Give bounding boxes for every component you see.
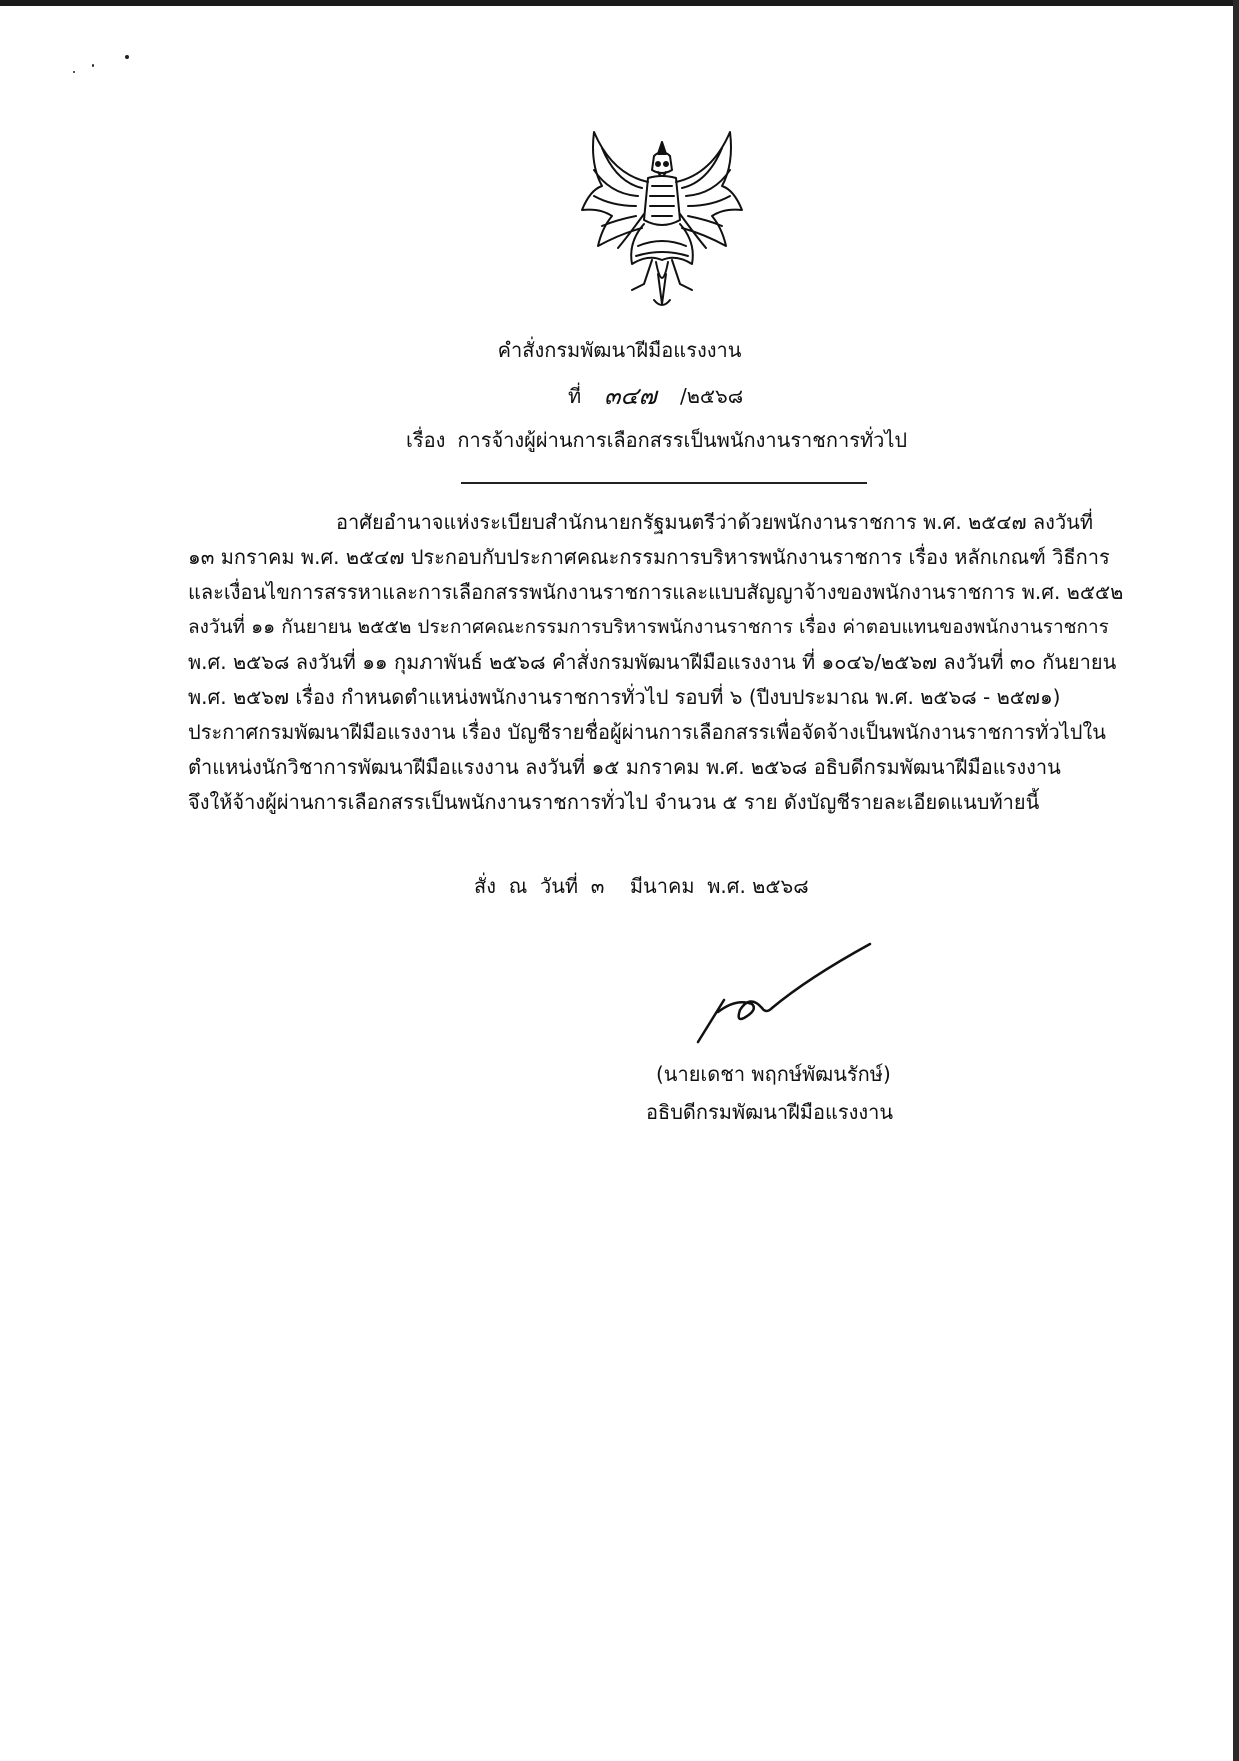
body-line: ประกาศกรมพัฒนาฝีมือแรงงาน เรื่อง บัญชีรายชื่อผู้ผ่านการเลือกสรรเพื่อจัดจ้างเป็นพนักงานราชการทั่วไปใน [188, 720, 1106, 744]
body-line: พ.ศ. ๒๕๖๗ เรื่อง กำหนดตำแหน่งพนักงานราชการทั่วไป รอบที่ ๖ (ปีงบประมาณ พ.ศ. ๒๕๖๘ - ๒๕๗๑) [188, 685, 1061, 709]
scan-speck [92, 64, 94, 67]
body-line: และเงื่อนไขการสรรหาและการเลือกสรรพนักงานราชการและแบบสัญญาจ้างของพนักงานราชการ พ.ศ. ๒๕๕๒ [188, 580, 1124, 604]
scan-top-edge [0, 0, 1239, 6]
order-date: สั่ง ณ วันที่ ๓ มีนาคม พ.ศ. ๒๕๖๘ [474, 874, 809, 898]
subject-label: เรื่อง [406, 428, 446, 452]
divider-rule [461, 482, 867, 484]
body-paragraph [188, 505, 1128, 820]
body-line: จึงให้จ้างผู้ผ่านการเลือกสรรเป็นพนักงานราชการทั่วไป จำนวน ๕ ราย ดังบัญชีรายละเอียดแนบท้ายนี้ [188, 790, 1040, 814]
signer-position: อธิบดีกรมพัฒนาฝีมือแรงงาน [646, 1100, 894, 1124]
scan-speck [125, 55, 129, 59]
order-number: ๓๔๗ [604, 382, 657, 410]
scan-right-edge [1233, 0, 1239, 1761]
signer-name: (นายเดชา พฤกษ์พัฒนรักษ์) [656, 1062, 891, 1086]
body-line: พ.ศ. ๒๕๖๘ ลงวันที่ ๑๑ กุมภาพันธ์ ๒๕๖๘ คำสั่งกรมพัฒนาฝีมือแรงงาน ที่ ๑๐๔๖/๒๕๖๗ ลงวันที่ ๓๐ กันยายน [188, 650, 1117, 674]
order-number-label: ที่ [568, 384, 582, 408]
order-title: คำสั่งกรมพัฒนาฝีมือแรงงาน [497, 338, 742, 362]
body-line: ลงวันที่ ๑๑ กันยายน ๒๕๕๒ ประกาศคณะกรรมการบริหารพนักงานราชการ เรื่อง ค่าตอบแทนของพนักงานราชการ [188, 616, 1109, 638]
scan-speck [73, 71, 75, 73]
body-line: อาศัยอำนาจแห่งระเบียบสำนักนายกรัฐมนตรีว่าด้วยพนักงานราชการ พ.ศ. ๒๕๔๗ ลงวันที่ [336, 510, 1094, 534]
garuda-emblem-icon [572, 124, 752, 314]
handwritten-signature-icon [688, 938, 888, 1058]
subject-text: การจ้างผู้ผ่านการเลือกสรรเป็นพนักงานราชการทั่วไป [457, 428, 908, 452]
order-year: /๒๕๖๘ [680, 384, 744, 408]
subject-row [406, 424, 907, 456]
body-line: ตำแหน่งนักวิชาการพัฒนาฝีมือแรงงาน ลงวันที่ ๑๕ มกราคม พ.ศ. ๒๕๖๘ อธิบดีกรมพัฒนาฝีมือแรงงาน [188, 755, 1061, 779]
body-line: ๑๓ มกราคม พ.ศ. ๒๕๔๗ ประกอบกับประกาศคณะกรรมการบริหารพนักงานราชการ เรื่อง หลักเกณฑ์ วิธีการ [188, 545, 1110, 569]
